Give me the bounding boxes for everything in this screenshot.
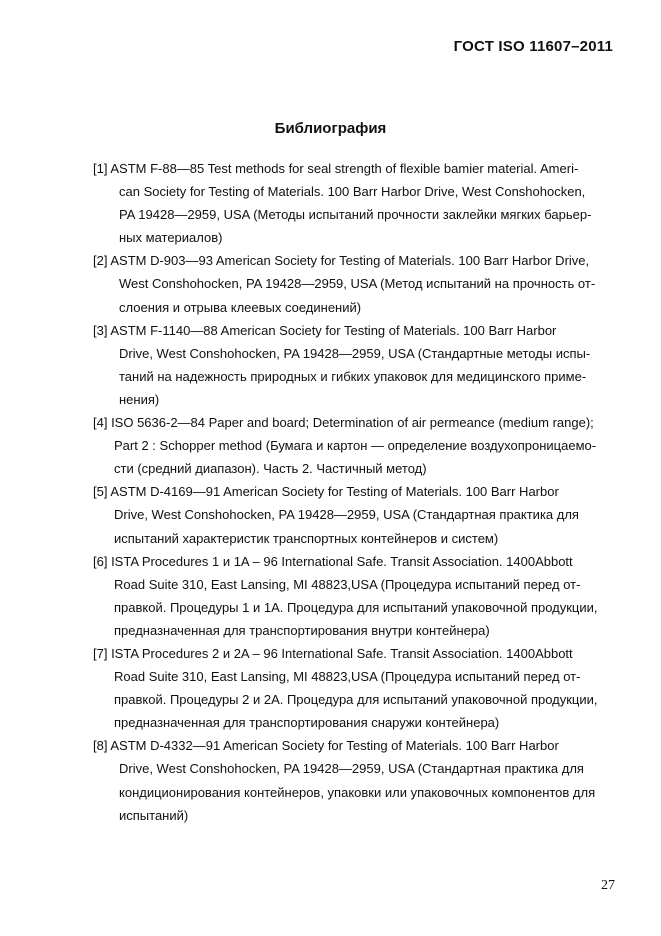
entry-5-line-3: испытаний характеристик транспортных контейнеров и систем) [114,530,499,546]
entry-8-line-3: кондиционирования контейнеров, упаковки или упаковочных компонентов для [119,784,596,800]
entry-4-line-3: сти (средний диапазон). Часть 2. Частичный метод) [114,461,427,477]
entry-3-line-2: Drive, West Conshohocken, PA 19428—2959, USA (Стандартные методы испы- [119,345,591,361]
standard-code-header: ГОСТ ISO 11607–2011 [453,38,613,55]
entry-8-line-4: испытаний) [119,807,189,823]
entry-3-line-3: таний на надежность природных и гибких упаковок для медицинского приме- [119,368,587,384]
entry-3-line-4: нения) [119,391,160,407]
entry-5-line-2: Drive, West Conshohocken, PA 19428—2959, USA (Стандартная практика для [114,507,579,523]
bibliography-entry-6 [93,550,613,642]
bibliography-entry-4 [93,411,613,480]
entry-1-line-3: PA 19428—2959, USA (Методы испытаний прочности заклейки мягких барьер- [119,207,592,223]
entry-6-line-3: правкой. Процедуры 1 и 1A. Процедура для испытаний упаковочной продукции, [114,599,598,615]
entry-8-line-1: [8] ASTM D-4332—91 American Society for Testing of Materials. 100 Barr Harbor [93,738,559,754]
page-number: 27 [601,878,615,893]
entry-6-line-4: предназначенная для транспортирования внутри контейнера) [114,622,490,638]
entry-1-line-1: [1] ASTM F-88—85 Test methods for seal strength of flexible bamier material. Ameri- [93,161,579,176]
entry-7-line-4: предназначенная для транспортирования снаружи контейнера) [114,715,500,731]
entry-5-line-1: [5] ASTM D-4169—91 American Society for Testing of Materials. 100 Barr Harbor [93,484,559,500]
entry-2-line-3: слоения и отрыва клеевых соединений) [119,299,362,315]
entry-4-line-1: [4] ISO 5636-2—84 Paper and board; Determination of air permeance (medium range); [93,415,594,431]
bibliography-list [93,157,613,827]
entry-3-line-1: [3] ASTM F-1140—88 American Society for Testing of Materials. 100 Barr Harbor [93,322,557,338]
entry-8-line-2: Drive, West Conshohocken, PA 19428—2959, USA (Стандартная практика для [119,761,584,777]
entry-6-line-1: [6] ISTA Procedures 1 и 1A – 96 International Safe. Transit Association. 1400Abbott [93,553,573,569]
entry-6-line-2: Road Suite 310, East Lansing, MI 48823,USA (Процедура испытаний перед от- [114,576,581,592]
entry-7-line-2: Road Suite 310, East Lansing, MI 48823,USA (Процедура испытаний перед от- [114,669,581,685]
bibliography-entry-3 [93,319,613,411]
page-title: Библиография [274,120,387,137]
entry-2-line-2: West Conshohocken, PA 19428—2959, USA (Метод испытаний на прочность от- [119,276,596,292]
bibliography-entry-8 [93,734,613,826]
entry-2-line-1: [2] ASTM D-903—93 American Society for Testing of Materials. 100 Barr Harbor Drive, [93,253,590,269]
bibliography-entry-2 [93,249,613,318]
entry-7-line-1: [7] ISTA Procedures 2 и 2A – 96 International Safe. Transit Association. 1400Abbott [93,645,573,661]
entry-1-line-2: can Society for Testing of Materials. 100 Barr Harbor Drive, West Conshohocken, [119,184,586,200]
entry-7-line-3: правкой. Процедуры 2 и 2A. Процедура для испытаний упаковочной продукции, [114,692,598,708]
bibliography-entry-1 [93,157,613,249]
entry-1-line-4: ных материалов) [119,230,223,246]
bibliography-entry-7 [93,642,613,734]
entry-4-line-2: Part 2 : Schopper method (Бумага и картон — определение воздухопроницаемо- [114,438,597,454]
bibliography-entry-5 [93,480,613,549]
